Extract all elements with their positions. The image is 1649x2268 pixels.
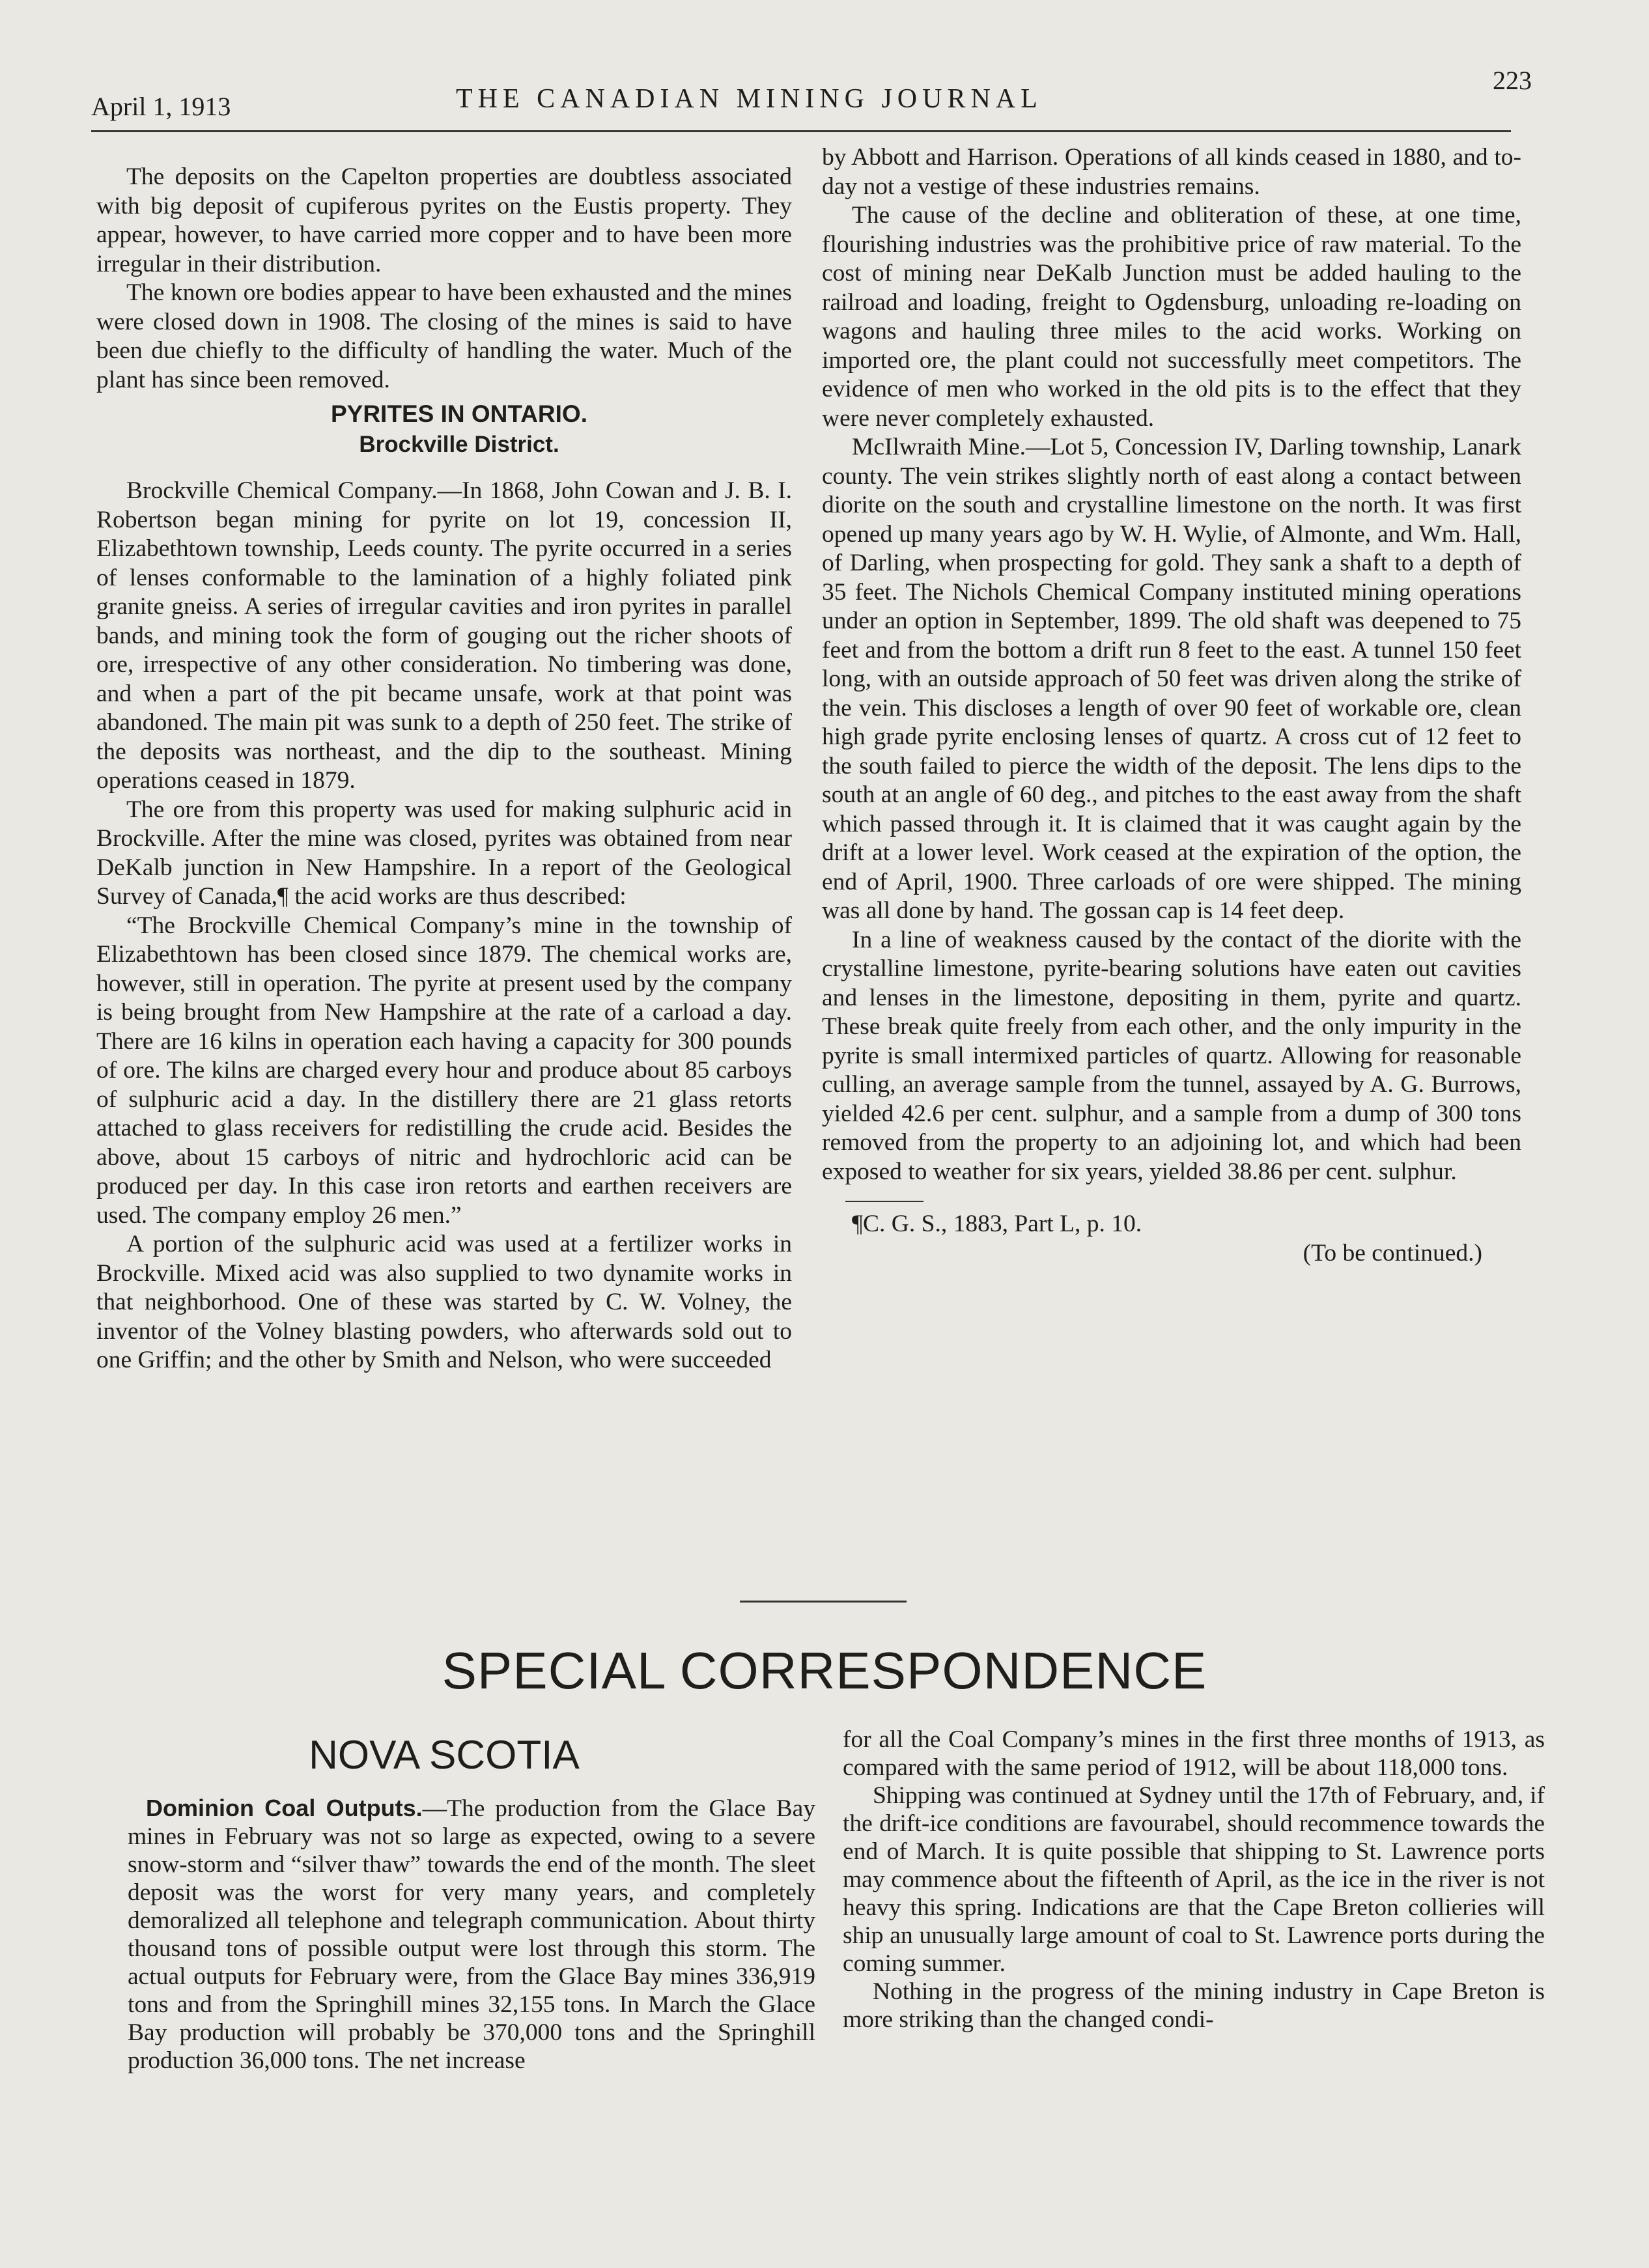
section-heading: PYRITES IN ONTARIO. — [330, 400, 587, 427]
header-rule — [91, 130, 1511, 132]
issue-date: April 1, 1913 — [91, 92, 231, 121]
lead-heading: Dominion Coal Outputs. — [146, 1795, 423, 1821]
footnote: ¶C. G. S., 1883, Part L, p. 10. — [852, 1211, 1142, 1237]
journal-title: THE CANADIAN MINING JOURNAL — [456, 84, 1043, 114]
continued-note: (To be continued.) — [1303, 1239, 1482, 1267]
region-heading: NOVA SCOTIA — [309, 1733, 580, 1778]
paragraph: Nothing in the progress of the mining industry in Cape Breton is more striking than the changed condi- — [843, 1978, 1545, 2033]
quoted-paragraph: “The Brockville Chemical Company’s mine in the township of Elizabethtown has been closed since 1879. The chemical works are, however, still in operation. The pyrite at present used by the company is being brought from New Hampshire at the rate of a carload a day. There are 16 kilns in operation each having a capacity for 300 pounds of ore. The kilns are charged every hour and produce about 85 carboys of sulphuric acid a day. In the distillery there are 21 glass retorts attached to glass receivers for redistilling the crude acid. Besides the above, about 15 carboys of nitric and hydrochloric acid can be produced per day. In this case iron retorts and earthen receivers are used. The company employ 26 men.” — [96, 912, 792, 1229]
paragraph: The deposits on the Capelton properties are doubtless associated with big deposit of cupiferous pyrites on the Eustis property. They appear, however, to have carried more copper and to have been more irregular in their distribution. — [96, 163, 792, 277]
correspondence-right-column — [843, 1726, 1545, 2034]
paragraph — [128, 1794, 815, 2075]
footnote-rule — [845, 1201, 923, 1202]
section-subheading: Brockville District. — [359, 432, 559, 457]
paragraph: The ore from this property was used for making sulphuric acid in Brockville. After the mine was closed, pyrites was obtained from near DeKalb junction in New Hampshire. In a report of the Geological Survey of Canada,¶ the acid works are thus described: — [96, 796, 792, 910]
paragraph: A portion of the sulphuric acid was used at a fertilizer works in Brockville. Mixed acid was also supplied to two dynamite works in that neighborhood. One of these was started by C. W. Volney, the inventor of the Volney blasting powders, who afterwards sold out to one Griffin; and the other by Smith and Nelson, who were succeeded — [96, 1231, 792, 1373]
paragraph: In a line of weakness caused by the contact of the diorite with the crystalline limestone, pyrite-bearing solutions have eaten out cavities and lenses in the limestone, depositing in them, pyrite and quartz. These break quite freely from each other, and the only impurity in the pyrite is small intermixed particles of quartz. Allowing for reasonable culling, an average sample from the tunnel, assayed by A. G. Burrows, yielded 42.6 per cent. sulphur, and a sample from a dump of 300 tons removed from the property to an adjoining lot, and which had been exposed to weather for six years, yielded 38.86 per cent. sulphur. — [822, 926, 1521, 1185]
paragraph: The known ore bodies appear to have been exhausted and the mines were closed down in 1908. The closing of the mines is said to have been due chiefly to the difficulty of handling the water. Much of the plant has since been removed. — [96, 279, 792, 393]
running-head — [91, 65, 1532, 121]
left-column — [96, 163, 792, 1375]
page-number: 223 — [1493, 66, 1532, 95]
paragraph: Brockville Chemical Company.—In 1868, John Cowan and J. B. I. Robertson began mining for pyrite on lot 19, concession II, Elizabethtown township, Leeds county. The pyrite occurred in a series of lenses conformable to the lamination of a highly foliated pink granite gneiss. A series of irregular cavities and iron pyrites in parallel bands, and mining took the form of gouging out the richer shoots of ore, irrespective of any other consideration. No timbering was done, and when a part of the pit became unsafe, work at that point was abandoned. The main pit was sunk to a depth of 250 feet. The strike of the deposits was northeast, and the dip to the southeast. Mining operations ceased in 1879. — [96, 477, 792, 794]
paragraph: for all the Coal Company’s mines in the first three months of 1913, as compared with the same period of 1912, will be about 118,000 tons. — [843, 1726, 1545, 1781]
special-correspondence-title: SPECIAL CORRESPONDENCE — [442, 1642, 1207, 1700]
paragraph: Shipping was continued at Sydney until the 17th of February, and, if the drift-ice conditions are favourabel, should recommence towards the end of March. It is quite possible that shipping to St. Lawrence ports may commence about the fifteenth of April, as the ice in the river is not heavy this spring. Indications are that the Cape Breton collieries will ship an unusually large amount of coal to St. Lawrence ports during the coming summer. — [843, 1782, 1545, 1977]
paragraph: by Abbott and Harrison. Operations of all kinds ceased in 1880, and to-day not a vestige of these industries remains. — [822, 144, 1521, 200]
section-divider — [740, 1601, 907, 1603]
correspondence-left-column — [128, 1794, 815, 2075]
paragraph: The cause of the decline and obliteration of these, at one time, flourishing industries was the prohibitive price of raw material. To the cost of mining near DeKalb Junction must be added hauling to the railroad and loading, freight to Ogdensburg, unloading re-loading on wagons and hauling three miles to the acid works. Working on imported ore, the plant could not successfully meet competitors. The evidence of men who worked in the old pits is to the effect that they were never completely exhausted. — [822, 202, 1521, 432]
paragraph-text: —The production from the Glace Bay mines in February was not so large as expected, owing to a severe snow-storm and “silver thaw” towards the end of the month. The sleet deposit was the worst for very many years, and completely demoralized all telephone and telegraph communication. About thirty thousand tons of possible output were lost through this storm. The actual outputs for February were, from the Glace Bay mines 336,919 tons and from the Springhill mines 32,155 tons. In March the Glace Bay production will probably be 370,000 tons and the Springhill production 36,000 tons. The net increase — [128, 1795, 815, 2074]
paragraph: McIlwraith Mine.—Lot 5, Concession IV, Darling township, Lanark county. The vein strikes slightly north of east along a contact between diorite on the south and crystalline limestone on the north. It was first opened up many years ago by W. H. Wylie, of Almonte, and Wm. Hall, of Darling, when prospecting for gold. They sank a shaft to a depth of 35 feet. The Nichols Chemical Company instituted mining operations under an option in September, 1899. The old shaft was deepened to 75 feet and from the bottom a drift run 8 feet to the east. A tunnel 150 feet long, with an outside approach of 50 feet was driven along the strike of the vein. This discloses a length of over 90 feet of workable ore, clean high grade pyrite enclosing lenses of quartz. A cross cut of 12 feet to the south failed to pierce the width of the deposit. The lens dips to the south at an angle of 60 deg., and pitches to the east away from the shaft which passed through it. It is claimed that it was caught again by the drift at a lower level. Work ceased at the expiration of the option, the end of April, 1900. Three carloads of ore were shipped. The mining was all done by hand. The gossan cap is 14 feet deep. — [822, 434, 1521, 924]
right-column — [822, 143, 1521, 1268]
